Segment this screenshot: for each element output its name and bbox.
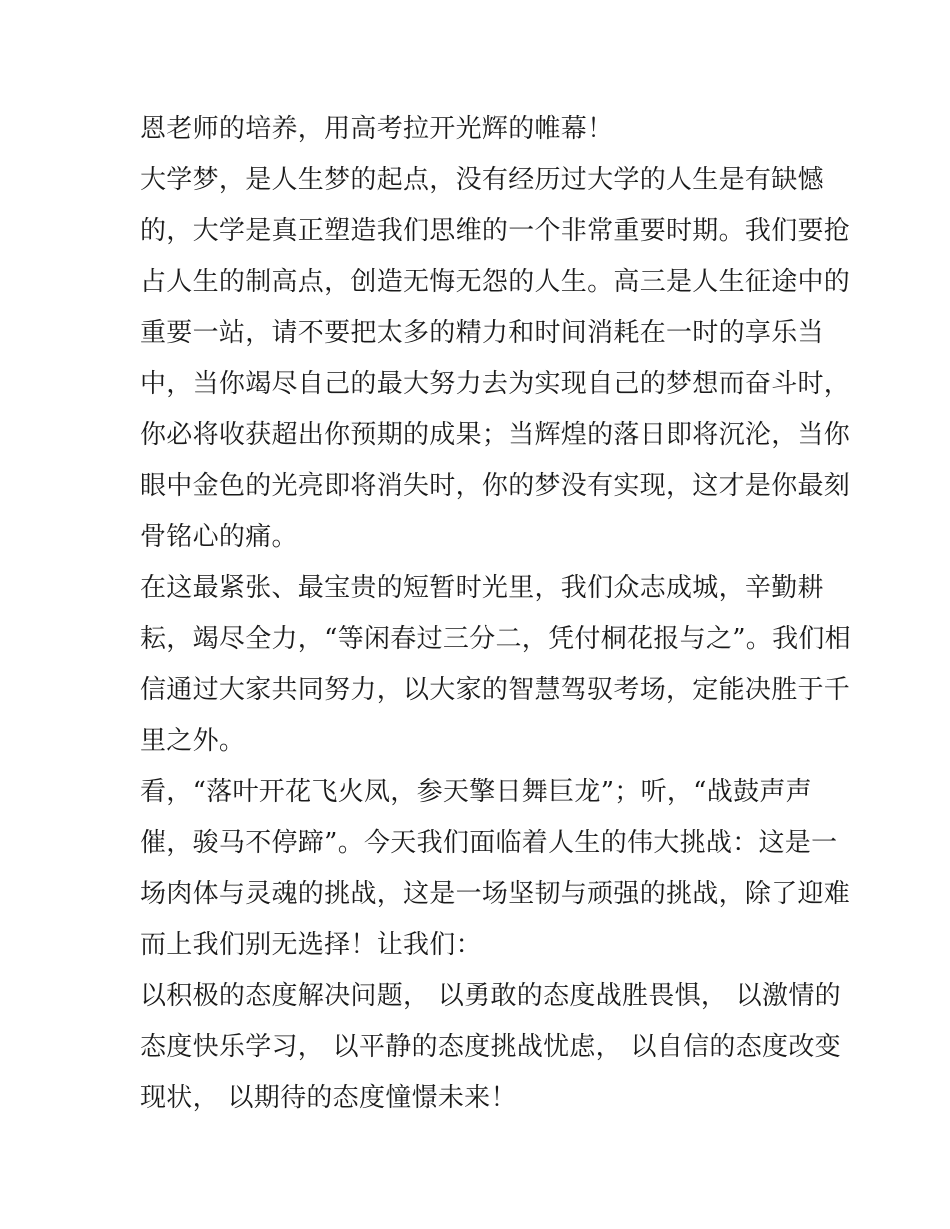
text-line: 大学梦，是人生梦的起点，没有经历过大学的人生是有缺憾 — [140, 165, 824, 195]
text-line: 骨铭心的痛。 — [140, 522, 298, 552]
text-line: 眼中金色的光亮即将消失时，你的梦没有实现，这才是你最刻 — [140, 471, 851, 501]
text-line: 恩老师的培养，用高考拉开光辉的帷幕！ — [140, 114, 614, 144]
text-line: 占人生的制高点，创造无悔无怨的人生。高三是人生征途中的 — [140, 267, 851, 297]
text-line: 在这最紧张、最宝贵的短暂时光里，我们众志成城，辛勤耕 — [140, 573, 824, 603]
text-line: 以积极的态度解决问题， 以勇敢的态度战胜畏惧， 以激情的 — [140, 981, 841, 1011]
text-line: 重要一站，请不要把太多的精力和时间消耗在一时的享乐当 — [140, 318, 824, 348]
text-line: 现状， 以期待的态度憧憬未来！ — [140, 1083, 517, 1113]
document-body — [140, 104, 851, 1124]
text-line: 而上我们别无选择！让我们： — [140, 930, 482, 960]
text-line: 里之外。 — [140, 726, 246, 756]
text-line: 中，当你竭尽自己的最大努力去为实现自己的梦想而奋斗时， — [140, 369, 851, 399]
text-line: 耘，竭尽全力，“等闲春过三分二，凭付桐花报与之”。我们相 — [140, 624, 851, 654]
text-line: 催，骏马不停蹄”。今天我们面临着人生的伟大挑战：这是一 — [140, 828, 838, 858]
text-line: 场肉体与灵魂的挑战，这是一场坚韧与顽强的挑战，除了迎难 — [140, 879, 851, 909]
text-line: 信通过大家共同努力，以大家的智慧驾驭考场，定能决胜于千 — [140, 675, 851, 705]
text-line: 的，大学是真正塑造我们思维的一个非常重要时期。我们要抢 — [140, 216, 851, 246]
text-line: 你必将收获超出你预期的成果；当辉煌的落日即将沉沦，当你 — [140, 420, 851, 450]
text-line: 态度快乐学习， 以平静的态度挑战忧虑， 以自信的态度改变 — [140, 1032, 841, 1062]
text-line: 看，“落叶开花飞火凤，参天擎日舞巨龙”；听，“战鼓声声 — [140, 777, 812, 807]
